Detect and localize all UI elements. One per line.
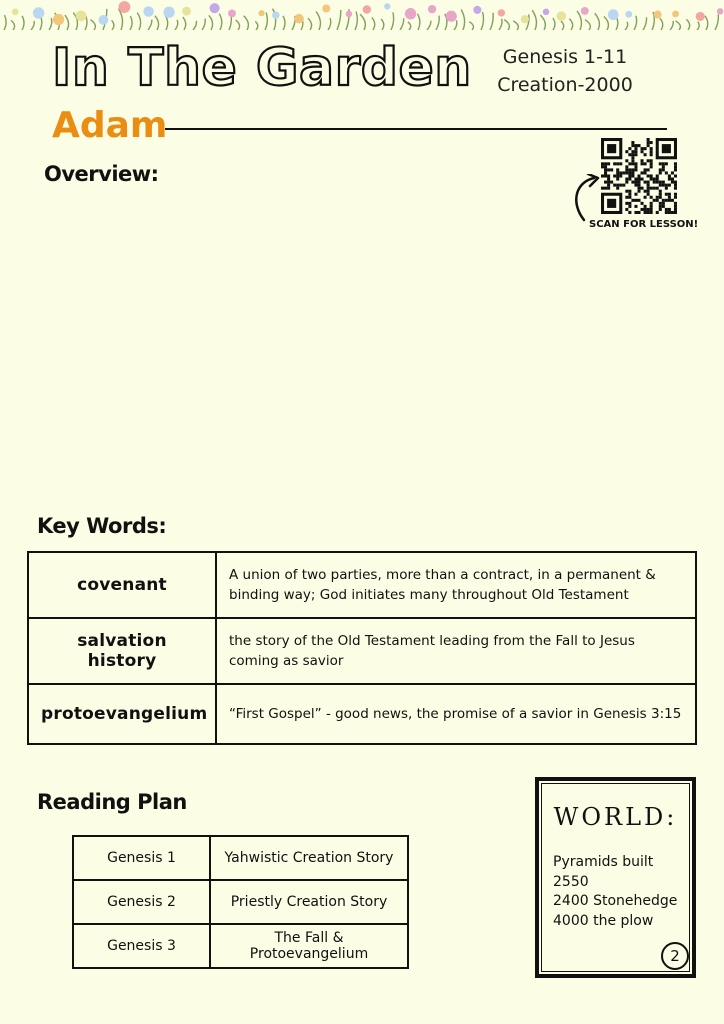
passage-cell: Genesis 3 — [73, 924, 210, 968]
table-row — [73, 924, 408, 968]
term-cell: salvation history — [28, 618, 216, 684]
reading-plan-table — [72, 835, 409, 969]
reference-line-1: Genesis 1-11 — [502, 46, 628, 68]
person-name: Adam — [52, 105, 168, 146]
term-cell: covenant — [28, 552, 216, 618]
floral-border — [0, 0, 724, 30]
list-item: 4000 the plow — [553, 912, 654, 929]
definition-cell: “First Gospel” - good news, the promise of a savior in Genesis 3:15 — [216, 684, 696, 744]
list-item: 2400 Stonehedge — [553, 893, 678, 909]
topic-cell: Yahwistic Creation Story — [210, 836, 408, 880]
topic-cell: The Fall & Protoevangelium — [210, 924, 408, 968]
qr-code-icon[interactable] — [601, 138, 677, 214]
list-item: 2550 — [553, 873, 589, 890]
scan-label: SCAN FOR LESSON! — [589, 219, 699, 230]
table-row — [28, 618, 696, 684]
world-list — [553, 853, 677, 931]
passage-cell: Genesis 1 — [73, 836, 210, 880]
world-box — [535, 777, 696, 978]
passage-cell: Genesis 2 — [73, 880, 210, 924]
page-title: In The Garden — [52, 38, 472, 98]
flower-pattern-icon — [0, 0, 724, 30]
world-title: WORLD: — [553, 803, 678, 831]
key-words-table — [27, 551, 697, 745]
divider-line — [165, 128, 667, 130]
term-cell: protoevangelium — [28, 684, 216, 744]
definition-cell: A union of two parties, more than a contract, in a permanent & binding way; God initiates many throughout Old Testament — [216, 552, 696, 618]
table-row — [73, 836, 408, 880]
reference-line-2: Creation-2000 — [497, 74, 633, 96]
page-number: 2 — [661, 942, 689, 970]
definition-cell: the story of the Old Testament leading from the Fall to Jesus coming as savior — [216, 618, 696, 684]
table-row — [73, 880, 408, 924]
key-words-heading: Key Words: — [37, 514, 167, 538]
table-row — [28, 552, 696, 618]
scripture-reference — [480, 43, 650, 99]
reading-plan-heading: Reading Plan — [37, 790, 187, 814]
overview-heading: Overview: — [44, 162, 159, 186]
topic-cell: Priestly Creation Story — [210, 880, 408, 924]
list-item: Pyramids built — [553, 854, 654, 870]
table-row — [28, 684, 696, 744]
